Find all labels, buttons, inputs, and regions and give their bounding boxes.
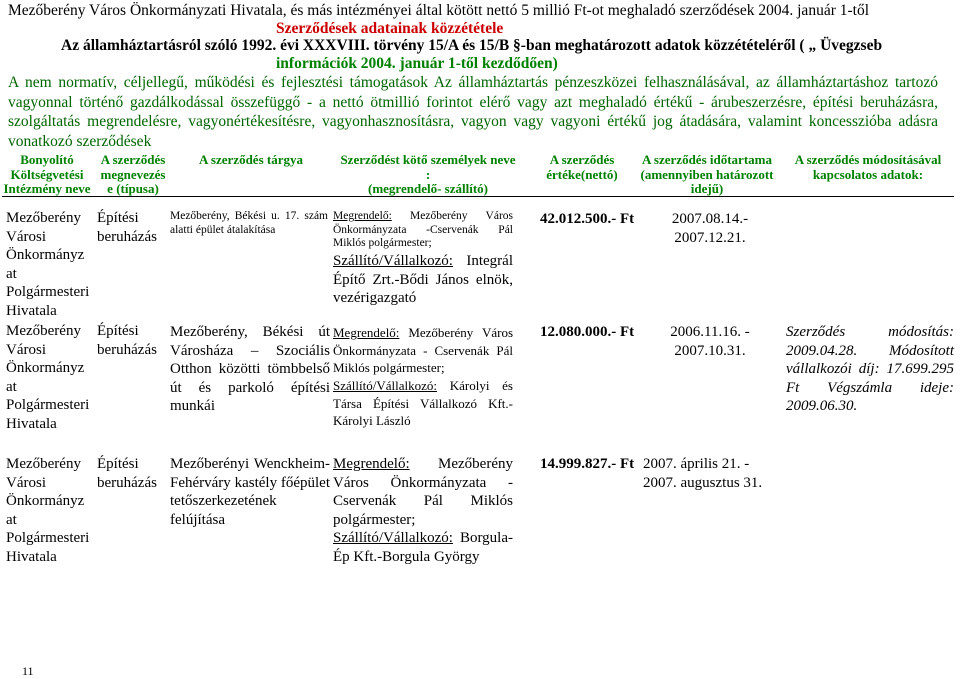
- row-3-value: 14.999.827.- Ft: [540, 456, 635, 472]
- page-number: 11: [22, 664, 34, 678]
- row-2-supplier: Szállító/Vállalkozó: Károlyi és Társa Építési Vállalkozó Kft.-Károlyi László: [333, 378, 513, 428]
- row-2-duration: 2006.11.16. - 2007.10.31.: [670, 324, 750, 359]
- row-2-institution: Mezőberény Városi Önkormányz at Polgármesteri Hivatala: [6, 323, 90, 432]
- header-line-4: információk 2004. január 1-től kezdődően): [276, 55, 558, 72]
- row-1-type: Építési beruházás: [97, 210, 157, 245]
- col-header-value: A szerződés értéke(nettó): [546, 152, 618, 182]
- row-3-supplier: Szállító/Vállalkozó: Borgula-Ép Kft.-Borgula György: [333, 530, 513, 565]
- col-header-institution: Bonyolító Költségvetési Intézmény neve: [3, 152, 91, 196]
- row-2-subject: Mezőberény, Békési út Városháza – Szociális Otthon közötti tömbbelső út és parkoló építési munkái: [170, 324, 330, 414]
- header-line-3: Az államháztartásról szóló 1992. évi XXXVIII. törvény 15/A és 15/B §-ban meghatározott adatok közzétételéről ( „ Üvegzseb: [61, 37, 883, 54]
- col-header-modification: A szerződés módosításával kapcsolatos adatok:: [794, 152, 942, 182]
- row-1-subject: Mezőberény, Békési u. 17. szám alatti épület átalakítása: [170, 210, 328, 236]
- row-3-orderer: Megrendelő: Mezőberény Város Önkormányzata - Cservenák Pál Miklós polgármester;: [333, 456, 513, 528]
- row-1-value: 42.012.500.- Ft: [540, 211, 635, 227]
- col-header-type: A szerződés megnevezés e (típusa): [100, 152, 166, 196]
- row-3-type: Építési beruházás: [97, 456, 157, 491]
- row-2-modification: Szerződés módosítás: 2009.04.28. Módosított vállalkozói díj: 17.699.295 Ft Végszámla ideje: 2009.06.30.: [786, 324, 954, 414]
- row-2-orderer: Megrendelő: Mezőberény Város Önkormányzata - Cservenák Pál Miklós polgármester;: [333, 325, 513, 375]
- row-3-institution: Mezőberény Városi Önkormányz at Polgármesteri Hivatala: [6, 456, 90, 565]
- intro-paragraph: A nem normatív, céljellegű, működési és fejlesztési támogatások Az államháztartás pénzeszközei felhasználásával, az államháztartáshoz tartozó vagyonnal történő gazdálkodással összefüggő - a nettó ötmillió forintot elérő vagy azt meghaladó értékű - árubeszerzésre, építési beruházásra, szolgáltatás megrendelésre, vagyonértékesítésre, vagyonhasznosításra, vagyon vagy vagyoni értékű jog átadására, valamint koncesszióba adásra vonatkozó szerződések: [8, 74, 938, 150]
- row-2-type: Építési beruházás: [97, 323, 157, 358]
- row-1-duration: 2007.08.14.- 2007.12.21.: [671, 211, 749, 246]
- row-2-value: 12.080.000.- Ft: [540, 324, 635, 340]
- row-1-orderer: Megrendelő: Mezőberény Város Önkormányzata -Cservenák Pál Miklós polgármester;: [333, 210, 513, 249]
- col-header-duration: A szerződés időtartama (amennyiben határozott idejű): [640, 152, 774, 196]
- row-3-duration: 2007. április 21. - 2007. augusztus 31.: [643, 456, 763, 491]
- col-header-parties: Szerződést kötő személyek neve : (megrendelő- szállító): [340, 152, 516, 196]
- col-header-subject: A szerződés tárgya: [199, 152, 303, 167]
- header-line-1: Mezőberény Város Önkormányzati Hivatala, és más intézményei által kötött nettó 5 millió Ft-ot meghaladó szerződések 2004. január 1-től: [8, 2, 870, 19]
- header-divider: [2, 196, 954, 197]
- row-1-institution: Mezőberény Városi Önkormányz at Polgármesteri Hivatala: [6, 210, 90, 319]
- row-1-supplier: Szállító/Vállalkozó: Integrál Építő Zrt.-Bődi János elnök, vezérigazgató: [333, 253, 513, 306]
- page-title: Szerződések adatainak közzététele: [276, 20, 504, 37]
- row-3-subject: Mezőberényi Wenckheim-Fehérváry kastély főépület tetőszerkezetének felújítása: [170, 456, 330, 528]
